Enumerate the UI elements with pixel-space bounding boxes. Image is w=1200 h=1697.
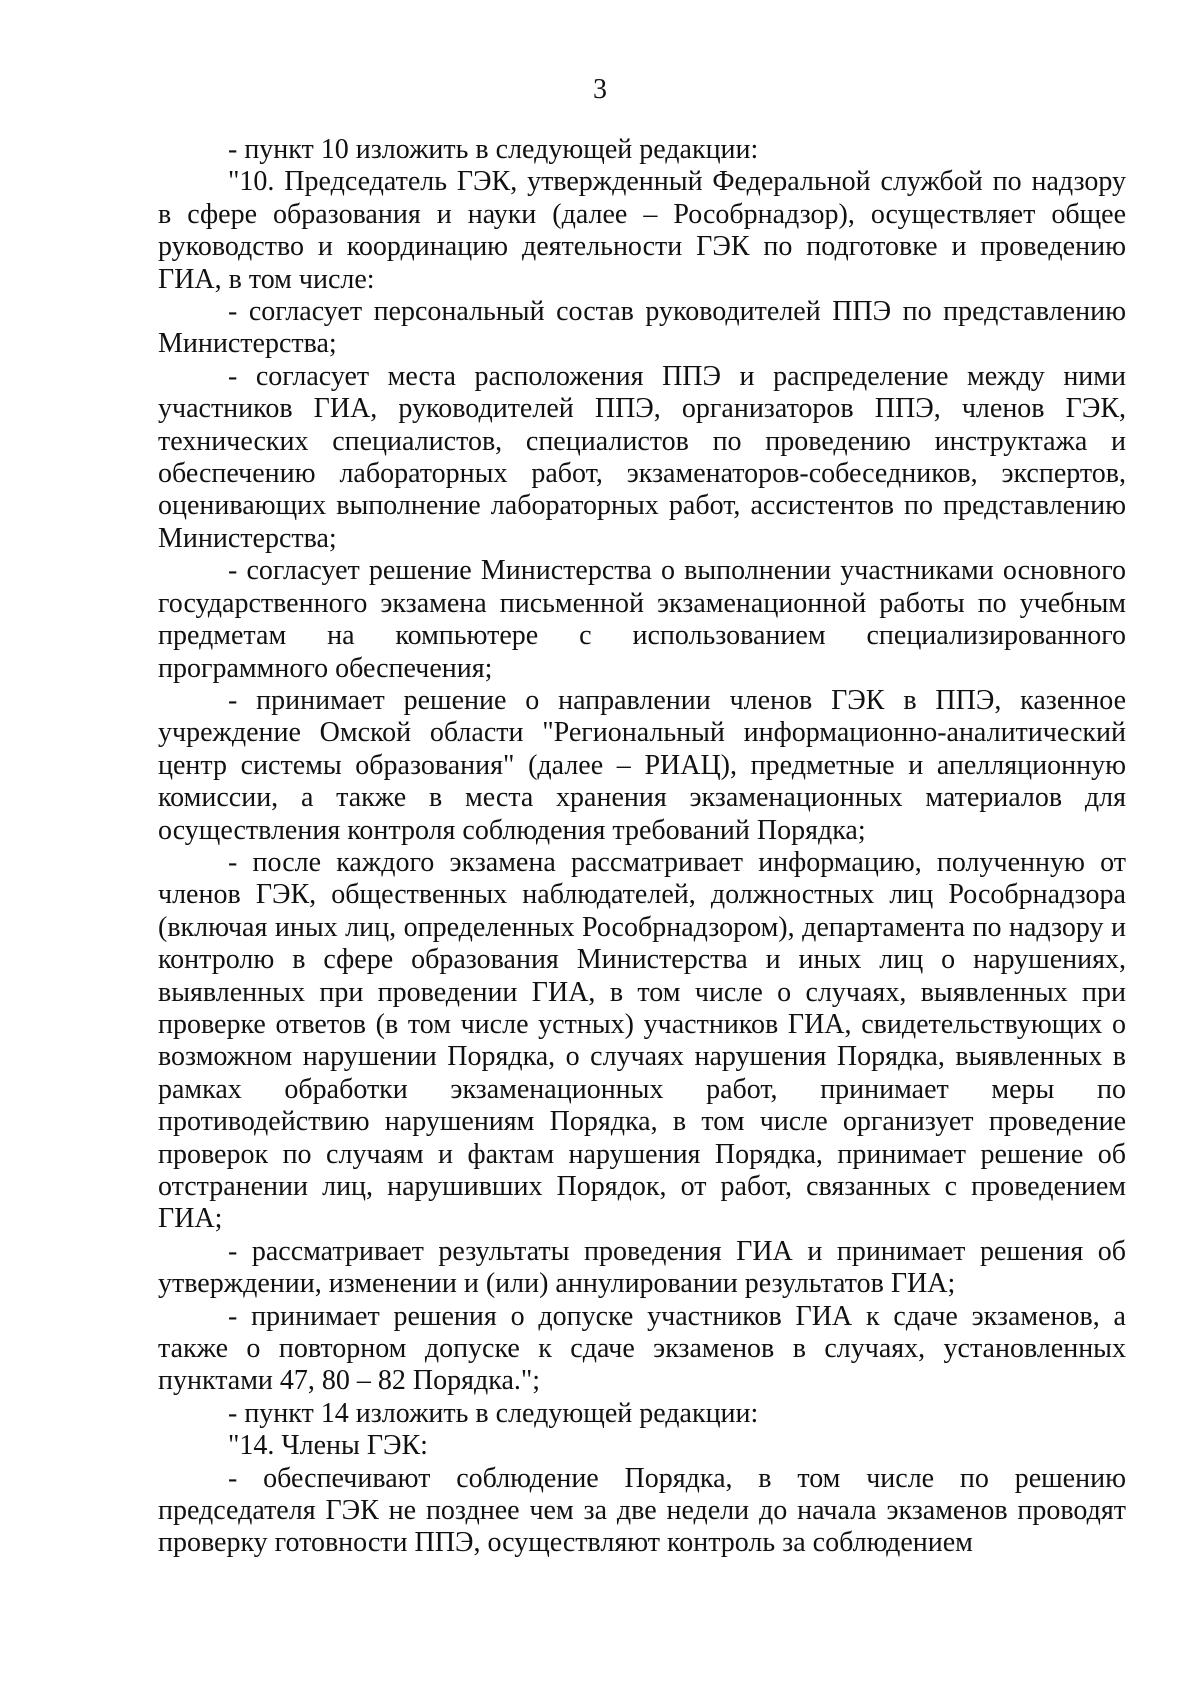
paragraph-violations-review: - после каждого экзамена рассматривает информацию, полученную от членов ГЭК, общественных наблюдателей, должностных лиц Рособрнадзора (включая иных лиц, определенных Рособрнадзором), департамента по надзору и контролю в сфере образования Министерства и иных лиц о нарушениях, выявленных при проведении ГИА, в том числе о случаях, выявленных при проверке ответов (в том числе устных) участников ГИА, свидетельствующих о возможном нарушении Порядка, о случаях нарушения Порядка, выявленных в рамках обработки экзаменационных работ, принимает меры по противодействию нарушениям Порядка, в том числе организует проведение проверок по случаям и фактам нарушения Порядка, принимает решение об отстранении лиц, нарушивших Порядок, от работ, связанных с проведением ГИА;: [158, 846, 1126, 1235]
paragraph-item-14-members: "14. Члены ГЭК:: [228, 1430, 428, 1462]
document-body: [158, 134, 1126, 1560]
paragraph-computer-exam: - согласует решение Министерства о выполнении участниками основного государственного экзамена письменной экзаменационной работы по учебным предметам на компьютере с использованием специализированного программного обеспечения;: [158, 555, 1126, 684]
paragraph-amend-item-14: - пункт 14 изложить в следующей редакции:: [228, 1397, 759, 1429]
paragraph-results-review: - рассматривает результаты проведения ГИА и принимает решения об утверждении, изменении и (или) аннулировании результатов ГИА;: [158, 1235, 1126, 1300]
paragraph-item-10-chairman: "10. Председатель ГЭК, утвержденный Федеральной службой по надзору в сфере образования и науки (далее – Рособрнадзор), осуществляет общее руководство и координацию деятельности ГЭК по подготовке и проведению ГИА, в том числе:: [158, 166, 1126, 295]
paragraph-staff-approval: - согласует персональный состав руководителей ППЭ по представлению Министерства;: [158, 296, 1126, 360]
paragraph-amend-item-10: - пункт 10 изложить в следующей редакции:: [228, 134, 759, 165]
paragraph-ppe-locations: - согласует места расположения ППЭ и распределение между ними участников ГИА, руководителей ППЭ, организаторов ППЭ, членов ГЭК, технических специалистов, специалистов по проведению инструктажа и обеспечению лабораторных работ, экзаменаторов-собеседников, экспертов, оценивающих выполнение лабораторных работ, ассистентов по представлению Министерства;: [158, 360, 1126, 554]
page-number: 3: [593, 74, 607, 105]
paragraph-admission-decisions: - принимает решения о допуске участников ГИА к сдаче экзаменов, а также о повторном допуске к сдаче экзаменов в случаях, установленных пунктами 47, 80 – 82 Порядка.";: [158, 1300, 1126, 1397]
paragraph-direction-of-members: - принимает решение о направлении членов ГЭК в ППЭ, казенное учреждение Омской области "Региональный информационно-аналитический центр системы образования" (далее – РИАЦ), предметные и апелляционную комиссии, а также в места хранения экзаменационных материалов для осуществления контроля соблюдения требований Порядка;: [158, 684, 1126, 846]
paragraph-members-duties: - обеспечивают соблюдение Порядка, в том числе по решению председателя ГЭК не позднее чем за две недели до начала экзаменов проводят проверку готовности ППЭ, осуществляют контроль за соблюдением: [158, 1462, 1126, 1559]
